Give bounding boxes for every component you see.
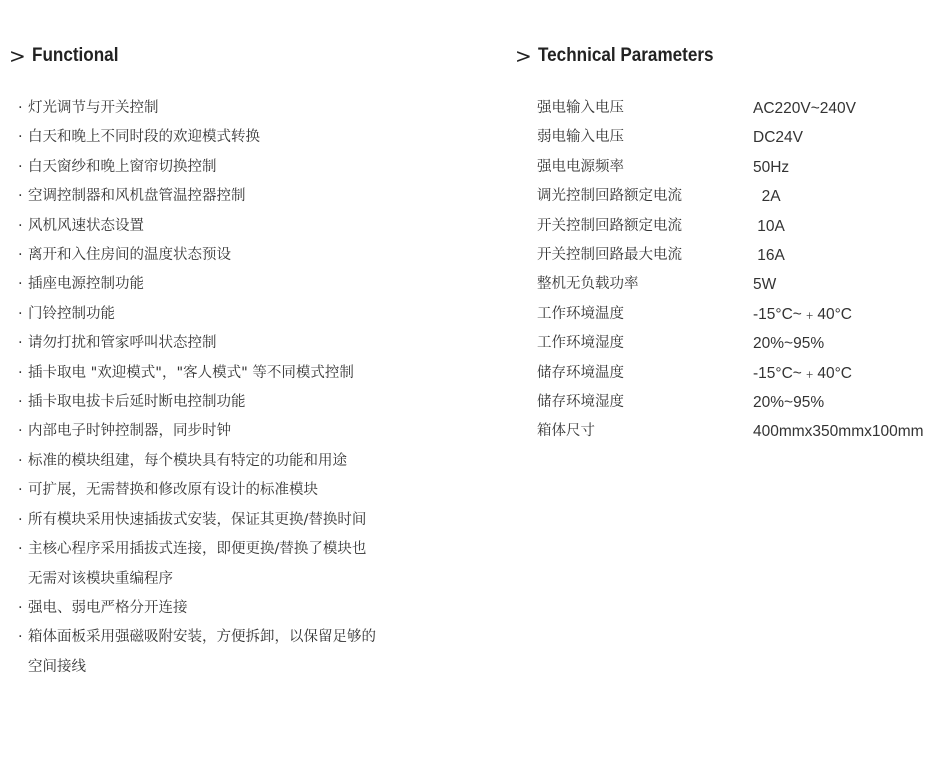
bullet-icon: · (18, 364, 23, 381)
bullet-icon: · (18, 452, 23, 469)
functional-heading (9, 42, 128, 70)
parameter-name: 整机无负载功率 (537, 276, 639, 293)
parameter-row (537, 417, 937, 446)
list-item (18, 623, 488, 652)
parameter-value: 2A (753, 188, 781, 206)
bullet-icon: · (18, 541, 23, 558)
list-item (18, 270, 488, 299)
parameter-name: 开关控制回路额定电流 (537, 217, 682, 234)
list-item (18, 506, 488, 535)
parameter-value: 400mmx350mmx100mm (753, 423, 924, 441)
bullet-icon: · (18, 247, 23, 264)
parameter-row (537, 270, 937, 299)
bullet-icon: · (18, 158, 23, 175)
parameter-value: DC24V (753, 129, 803, 147)
bullet-icon: · (18, 394, 23, 411)
parameter-name: 储存环境湿度 (537, 393, 624, 410)
list-item-text: 门铃控制功能 (28, 305, 115, 322)
list-item (18, 153, 488, 182)
parameter-name: 强电电源频率 (537, 158, 624, 175)
chevron-right-icon: > (515, 44, 532, 68)
parameter-row (537, 329, 937, 358)
list-item (18, 417, 488, 446)
list-item (18, 123, 488, 152)
list-item-text: 箱体面板采用强磁吸附安装，方便拆卸，以保留足够的 (28, 629, 376, 646)
parameter-row (537, 300, 937, 329)
parameter-value: -15°C~﹢40°C (753, 364, 852, 382)
list-item-text: 所有模块采用快速插拔式安装，保证其更换/替换时间 (28, 511, 367, 528)
parameter-row (537, 241, 937, 270)
chevron-right-icon: > (9, 44, 26, 68)
parameter-value: 5W (753, 276, 777, 294)
technical-parameters-title: Technical Parameters (537, 45, 714, 66)
parameter-name: 强电输入电压 (537, 100, 624, 116)
technical-parameters-heading (515, 42, 733, 70)
list-item (18, 447, 488, 476)
list-item-text: 风机风速状态设置 (28, 217, 144, 234)
parameter-row (537, 388, 937, 417)
parameter-name: 调光控制回路额定电流 (537, 188, 682, 205)
list-item (18, 535, 488, 564)
bullet-icon: · (18, 305, 23, 322)
parameter-value: 20%~95% (753, 335, 825, 353)
bullet-icon: · (18, 100, 23, 116)
parameter-value: -15°C~﹢40°C (753, 305, 852, 323)
list-item-text: 主核心程序采用插拔式连接，即便更换/替换了模块也 (28, 541, 367, 558)
list-item-text: 白天窗纱和晚上窗帘切换控制 (28, 158, 217, 175)
parameter-name: 开关控制回路最大电流 (537, 246, 682, 263)
list-item-continuation (18, 653, 488, 682)
list-item (18, 388, 488, 417)
list-item (18, 329, 488, 358)
parameter-value: 20%~95% (753, 393, 825, 411)
parameter-name: 储存环境温度 (537, 364, 624, 381)
bullet-icon: · (18, 129, 23, 146)
parameter-name: 工作环境湿度 (537, 335, 624, 352)
bullet-icon: · (18, 423, 23, 440)
parameter-name: 弱电输入电压 (537, 129, 624, 146)
parameter-value: 10A (753, 217, 785, 235)
functional-list (18, 94, 488, 682)
parameter-row (537, 153, 937, 182)
parameter-value: 16A (753, 246, 785, 264)
list-item (18, 359, 488, 388)
bullet-icon: · (18, 482, 23, 499)
parameter-value: 50Hz (753, 158, 790, 176)
list-item-text: 内部电子时钟控制器，同步时钟 (28, 423, 231, 440)
list-item-text: 白天和晚上不同时段的欢迎模式转换 (28, 129, 260, 146)
list-item (18, 594, 488, 623)
functional-title: Functional (31, 45, 119, 66)
parameter-row (537, 94, 937, 123)
parameter-name: 工作环境温度 (537, 305, 624, 322)
bullet-icon: · (18, 335, 23, 352)
technical-parameters-table (537, 94, 937, 447)
list-item-text: 离开和入住房间的温度状态预设 (28, 247, 231, 264)
list-item-text: 空间接线 (28, 658, 86, 675)
parameter-name: 箱体尺寸 (537, 423, 595, 440)
parameter-row (537, 212, 937, 241)
list-item-text: 插座电源控制功能 (28, 276, 144, 293)
list-item-text: 标准的模块组建，每个模块具有特定的功能和用途 (28, 452, 347, 469)
list-item-continuation (18, 565, 488, 594)
list-item (18, 241, 488, 270)
list-item (18, 182, 488, 211)
list-item-text: 空调控制器和风机盘管温控器控制 (28, 188, 246, 205)
list-item-text: 强电、弱电严格分开连接 (28, 599, 188, 616)
list-item (18, 300, 488, 329)
list-item (18, 212, 488, 241)
list-item-text: 无需对该模块重编程序 (28, 570, 173, 587)
bullet-icon: · (18, 188, 23, 205)
list-item-text: 插卡取电 "欢迎模式"，"客人模式" 等不同模式控制 (28, 364, 354, 381)
bullet-icon: · (18, 217, 23, 234)
bullet-icon: · (18, 276, 23, 293)
list-item-text: 请勿打扰和管家呼叫状态控制 (28, 335, 217, 352)
list-item (18, 476, 488, 505)
bullet-icon: · (18, 599, 23, 616)
parameter-row (537, 359, 937, 388)
list-item-text: 灯光调节与开关控制 (28, 100, 159, 116)
parameter-row (537, 123, 937, 152)
bullet-icon: · (18, 511, 23, 528)
bullet-icon: · (18, 629, 23, 646)
list-item-text: 插卡取电拔卡后延时断电控制功能 (28, 394, 246, 411)
parameter-row (537, 182, 937, 211)
parameter-value: AC220V~240V (753, 100, 856, 117)
list-item (18, 94, 488, 123)
list-item-text: 可扩展，无需替换和修改原有设计的标准模块 (28, 482, 318, 499)
